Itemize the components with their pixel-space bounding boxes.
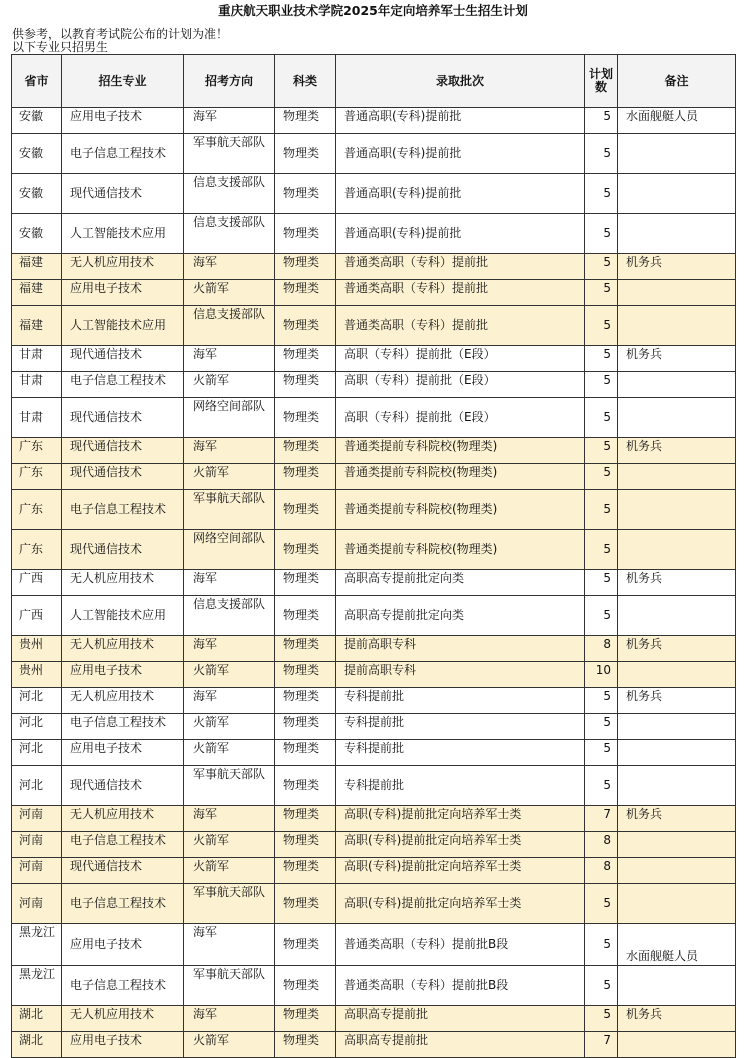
cell-batch: 普通类高职（专科）提前批 [336, 280, 585, 306]
cell-major: 电子信息工程技术 [62, 372, 184, 398]
cell-major: 人工智能技术应用 [62, 306, 184, 346]
cell-province: 广西 [12, 570, 62, 596]
cell-province: 广东 [12, 530, 62, 570]
cell-major: 应用电子技术 [62, 280, 184, 306]
cell-remark [618, 174, 736, 214]
cell-remark: 机务兵 [618, 438, 736, 464]
cell-province: 安徽 [12, 174, 62, 214]
cell-direction: 军事航天部队 [184, 490, 275, 530]
cell-batch: 高职（专科）提前批（E段） [336, 346, 585, 372]
cell-category: 物理类 [275, 596, 336, 636]
cell-remark [618, 714, 736, 740]
cell-province: 广东 [12, 464, 62, 490]
cell-category: 物理类 [275, 306, 336, 346]
cell-plan: 5 [585, 740, 618, 766]
cell-major: 应用电子技术 [62, 740, 184, 766]
table-row [12, 1006, 736, 1032]
cell-province: 河南 [12, 884, 62, 924]
cell-plan: 5 [585, 530, 618, 570]
cell-plan: 8 [585, 636, 618, 662]
table-row [12, 398, 736, 438]
cell-plan: 8 [585, 832, 618, 858]
cell-category: 物理类 [275, 372, 336, 398]
cell-province: 广东 [12, 490, 62, 530]
cell-batch: 普通类高职（专科）提前批B段 [336, 924, 585, 966]
cell-major: 现代通信技术 [62, 346, 184, 372]
cell-province: 河南 [12, 806, 62, 832]
cell-remark: 机务兵 [618, 806, 736, 832]
cell-province: 湖北 [12, 1006, 62, 1032]
cell-remark [618, 662, 736, 688]
cell-plan: 10 [585, 662, 618, 688]
cell-major: 应用电子技术 [62, 924, 184, 966]
cell-remark [618, 1032, 736, 1058]
cell-remark: 机务兵 [618, 570, 736, 596]
cell-batch: 专科提前批 [336, 714, 585, 740]
cell-category: 物理类 [275, 884, 336, 924]
cell-batch: 高职(专科)提前批定向培养军士类 [336, 858, 585, 884]
table-row [12, 490, 736, 530]
cell-direction: 火箭军 [184, 832, 275, 858]
cell-batch: 高职高专提前批定向类 [336, 570, 585, 596]
cell-plan: 5 [585, 464, 618, 490]
cell-category: 物理类 [275, 254, 336, 280]
disclaimer-note: 供参考，以教育考试院公布的计划为准！ [12, 27, 229, 41]
cell-direction: 军事航天部队 [184, 134, 275, 174]
cell-plan: 5 [585, 346, 618, 372]
cell-direction: 海军 [184, 806, 275, 832]
table-row [12, 806, 736, 832]
cell-major: 电子信息工程技术 [62, 884, 184, 924]
cell-plan: 5 [585, 134, 618, 174]
cell-batch: 高职(专科)提前批定向培养军士类 [336, 832, 585, 858]
cell-remark [618, 858, 736, 884]
table-row [12, 464, 736, 490]
cell-province: 广东 [12, 438, 62, 464]
cell-major: 现代通信技术 [62, 530, 184, 570]
cell-direction: 海军 [184, 346, 275, 372]
cell-major: 人工智能技术应用 [62, 214, 184, 254]
cell-direction: 网络空间部队 [184, 398, 275, 438]
cell-remark: 机务兵 [618, 254, 736, 280]
cell-remark [618, 884, 736, 924]
cell-category: 物理类 [275, 490, 336, 530]
cell-category: 物理类 [275, 570, 336, 596]
cell-category: 物理类 [275, 688, 336, 714]
cell-direction: 海军 [184, 570, 275, 596]
cell-batch: 专科提前批 [336, 740, 585, 766]
header-category: 科类 [275, 55, 336, 108]
cell-category: 物理类 [275, 530, 336, 570]
cell-category: 物理类 [275, 398, 336, 438]
table-row [12, 280, 736, 306]
cell-direction: 军事航天部队 [184, 884, 275, 924]
cell-batch: 普通高职(专科)提前批 [336, 108, 585, 134]
cell-plan: 5 [585, 966, 618, 1006]
cell-batch: 专科提前批 [336, 688, 585, 714]
cell-direction: 军事航天部队 [184, 766, 275, 806]
cell-remark: 水面舰艇人员 [618, 108, 736, 134]
cell-province: 甘肃 [12, 398, 62, 438]
cell-major: 现代通信技术 [62, 438, 184, 464]
cell-plan: 5 [585, 490, 618, 530]
cell-batch: 提前高职专科 [336, 662, 585, 688]
cell-category: 物理类 [275, 346, 336, 372]
cell-province: 甘肃 [12, 372, 62, 398]
cell-major: 现代通信技术 [62, 766, 184, 806]
cell-direction: 信息支援部队 [184, 214, 275, 254]
cell-plan: 7 [585, 1032, 618, 1058]
cell-plan: 5 [585, 924, 618, 966]
cell-plan: 5 [585, 174, 618, 214]
cell-plan: 5 [585, 254, 618, 280]
header-remark: 备注 [618, 55, 736, 108]
cell-province: 贵州 [12, 636, 62, 662]
gender-note: 以下专业只招男生 [12, 40, 109, 54]
cell-batch: 普通高职(专科)提前批 [336, 174, 585, 214]
cell-remark [618, 530, 736, 570]
cell-direction: 火箭军 [184, 662, 275, 688]
table-row [12, 1032, 736, 1058]
cell-plan: 5 [585, 714, 618, 740]
cell-direction: 海军 [184, 108, 275, 134]
cell-direction: 海军 [184, 688, 275, 714]
cell-plan: 5 [585, 372, 618, 398]
cell-province: 河南 [12, 858, 62, 884]
cell-plan: 5 [585, 884, 618, 924]
cell-remark: 机务兵 [618, 636, 736, 662]
table-body [12, 108, 736, 1058]
cell-remark: 机务兵 [618, 1006, 736, 1032]
cell-batch: 高职(专科)提前批定向培养军士类 [336, 884, 585, 924]
header-province: 省市 [12, 55, 62, 108]
cell-batch: 普通类高职（专科）提前批 [336, 254, 585, 280]
header-batch: 录取批次 [336, 55, 585, 108]
cell-province: 河北 [12, 740, 62, 766]
cell-batch: 高职（专科）提前批（E段） [336, 372, 585, 398]
cell-remark [618, 214, 736, 254]
cell-category: 物理类 [275, 214, 336, 254]
cell-category: 物理类 [275, 662, 336, 688]
cell-direction: 火箭军 [184, 1032, 275, 1058]
cell-major: 电子信息工程技术 [62, 490, 184, 530]
table-header-row [12, 55, 736, 108]
cell-category: 物理类 [275, 806, 336, 832]
table-row [12, 596, 736, 636]
cell-batch: 普通类提前专科院校(物理类) [336, 464, 585, 490]
cell-category: 物理类 [275, 108, 336, 134]
cell-province: 黑龙江 [12, 966, 62, 1006]
table-row [12, 438, 736, 464]
cell-major: 无人机应用技术 [62, 688, 184, 714]
cell-batch: 高职高专提前批定向类 [336, 596, 585, 636]
cell-batch: 普通类提前专科院校(物理类) [336, 530, 585, 570]
cell-province: 安徽 [12, 134, 62, 174]
cell-direction: 海军 [184, 438, 275, 464]
cell-major: 应用电子技术 [62, 1032, 184, 1058]
cell-direction: 军事航天部队 [184, 966, 275, 1006]
cell-major: 应用电子技术 [62, 662, 184, 688]
cell-province: 安徽 [12, 214, 62, 254]
cell-batch: 专科提前批 [336, 766, 585, 806]
cell-category: 物理类 [275, 766, 336, 806]
cell-plan: 5 [585, 280, 618, 306]
table-row [12, 530, 736, 570]
table-row [12, 570, 736, 596]
table-row [12, 714, 736, 740]
cell-batch: 高职高专提前批 [336, 1032, 585, 1058]
cell-category: 物理类 [275, 438, 336, 464]
enrollment-plan-table [11, 54, 736, 1058]
table-row [12, 254, 736, 280]
cell-province: 甘肃 [12, 346, 62, 372]
cell-category: 物理类 [275, 1032, 336, 1058]
cell-major: 无人机应用技术 [62, 570, 184, 596]
cell-plan: 8 [585, 858, 618, 884]
cell-category: 物理类 [275, 832, 336, 858]
table-row [12, 372, 736, 398]
table-row [12, 884, 736, 924]
page-title: 重庆航天职业技术学院2025年定向培养军士生招生计划 [218, 3, 528, 18]
cell-remark [618, 372, 736, 398]
cell-major: 电子信息工程技术 [62, 966, 184, 1006]
cell-major: 电子信息工程技术 [62, 832, 184, 858]
cell-direction: 火箭军 [184, 740, 275, 766]
cell-province: 河南 [12, 832, 62, 858]
cell-remark [618, 306, 736, 346]
header-major: 招生专业 [62, 55, 184, 108]
cell-plan: 5 [585, 108, 618, 134]
table-row [12, 174, 736, 214]
table-row [12, 662, 736, 688]
cell-province: 福建 [12, 280, 62, 306]
cell-plan: 5 [585, 570, 618, 596]
cell-batch: 高职高专提前批 [336, 1006, 585, 1032]
cell-direction: 海军 [184, 1006, 275, 1032]
cell-remark [618, 740, 736, 766]
cell-batch: 普通类提前专科院校(物理类) [336, 490, 585, 530]
cell-province: 福建 [12, 306, 62, 346]
cell-major: 现代通信技术 [62, 858, 184, 884]
cell-batch: 提前高职专科 [336, 636, 585, 662]
cell-batch: 普通高职(专科)提前批 [336, 134, 585, 174]
cell-remark: 水面舰艇人员 [618, 924, 736, 966]
cell-remark [618, 766, 736, 806]
cell-major: 电子信息工程技术 [62, 134, 184, 174]
cell-remark [618, 280, 736, 306]
cell-major: 无人机应用技术 [62, 636, 184, 662]
cell-remark [618, 832, 736, 858]
cell-remark: 机务兵 [618, 346, 736, 372]
cell-category: 物理类 [275, 134, 336, 174]
cell-remark [618, 490, 736, 530]
cell-province: 河北 [12, 766, 62, 806]
table-row [12, 966, 736, 1006]
cell-remark [618, 398, 736, 438]
cell-plan: 5 [585, 688, 618, 714]
cell-direction: 海军 [184, 254, 275, 280]
cell-major: 无人机应用技术 [62, 1006, 184, 1032]
cell-plan: 5 [585, 596, 618, 636]
cell-major: 无人机应用技术 [62, 254, 184, 280]
cell-batch: 普通类高职（专科）提前批B段 [336, 966, 585, 1006]
cell-province: 湖北 [12, 1032, 62, 1058]
cell-direction: 海军 [184, 636, 275, 662]
cell-province: 安徽 [12, 108, 62, 134]
cell-major: 无人机应用技术 [62, 806, 184, 832]
table-row [12, 766, 736, 806]
cell-category: 物理类 [275, 464, 336, 490]
cell-province: 广西 [12, 596, 62, 636]
cell-major: 应用电子技术 [62, 108, 184, 134]
cell-category: 物理类 [275, 740, 336, 766]
cell-category: 物理类 [275, 966, 336, 1006]
cell-direction: 信息支援部队 [184, 596, 275, 636]
cell-batch: 普通类高职（专科）提前批 [336, 306, 585, 346]
cell-remark [618, 464, 736, 490]
table-row [12, 858, 736, 884]
cell-province: 黑龙江 [12, 924, 62, 966]
cell-direction: 网络空间部队 [184, 530, 275, 570]
cell-major: 电子信息工程技术 [62, 714, 184, 740]
cell-direction: 火箭军 [184, 714, 275, 740]
cell-category: 物理类 [275, 924, 336, 966]
cell-category: 物理类 [275, 174, 336, 214]
cell-province: 河北 [12, 688, 62, 714]
table-row [12, 688, 736, 714]
cell-province: 福建 [12, 254, 62, 280]
cell-plan: 5 [585, 1006, 618, 1032]
cell-remark: 机务兵 [618, 688, 736, 714]
cell-direction: 火箭军 [184, 372, 275, 398]
cell-plan: 5 [585, 766, 618, 806]
cell-major: 人工智能技术应用 [62, 596, 184, 636]
cell-batch: 高职(专科)提前批定向培养军士类 [336, 806, 585, 832]
table-row [12, 346, 736, 372]
table-row [12, 134, 736, 174]
cell-category: 物理类 [275, 280, 336, 306]
cell-plan: 7 [585, 806, 618, 832]
table-row [12, 306, 736, 346]
cell-direction: 信息支援部队 [184, 306, 275, 346]
table-row [12, 924, 736, 966]
cell-province: 河北 [12, 714, 62, 740]
cell-batch: 普通类提前专科院校(物理类) [336, 438, 585, 464]
cell-major: 现代通信技术 [62, 398, 184, 438]
cell-direction: 信息支援部队 [184, 174, 275, 214]
table-row [12, 636, 736, 662]
header-direction: 招考方向 [184, 55, 275, 108]
header-plan: 计划数 [585, 55, 618, 108]
cell-remark [618, 596, 736, 636]
cell-batch: 普通高职(专科)提前批 [336, 214, 585, 254]
table-row [12, 740, 736, 766]
cell-major: 现代通信技术 [62, 174, 184, 214]
cell-plan: 5 [585, 214, 618, 254]
cell-category: 物理类 [275, 858, 336, 884]
cell-direction: 火箭军 [184, 858, 275, 884]
table-row [12, 108, 736, 134]
cell-remark [618, 134, 736, 174]
cell-category: 物理类 [275, 1006, 336, 1032]
cell-direction: 海军 [184, 924, 275, 966]
cell-major: 现代通信技术 [62, 464, 184, 490]
cell-direction: 火箭军 [184, 280, 275, 306]
cell-category: 物理类 [275, 714, 336, 740]
cell-plan: 5 [585, 438, 618, 464]
cell-province: 贵州 [12, 662, 62, 688]
cell-batch: 高职（专科）提前批（E段） [336, 398, 585, 438]
cell-plan: 5 [585, 306, 618, 346]
cell-direction: 火箭军 [184, 464, 275, 490]
table-row [12, 832, 736, 858]
cell-category: 物理类 [275, 636, 336, 662]
cell-remark [618, 966, 736, 1006]
table-row [12, 214, 736, 254]
cell-plan: 5 [585, 398, 618, 438]
